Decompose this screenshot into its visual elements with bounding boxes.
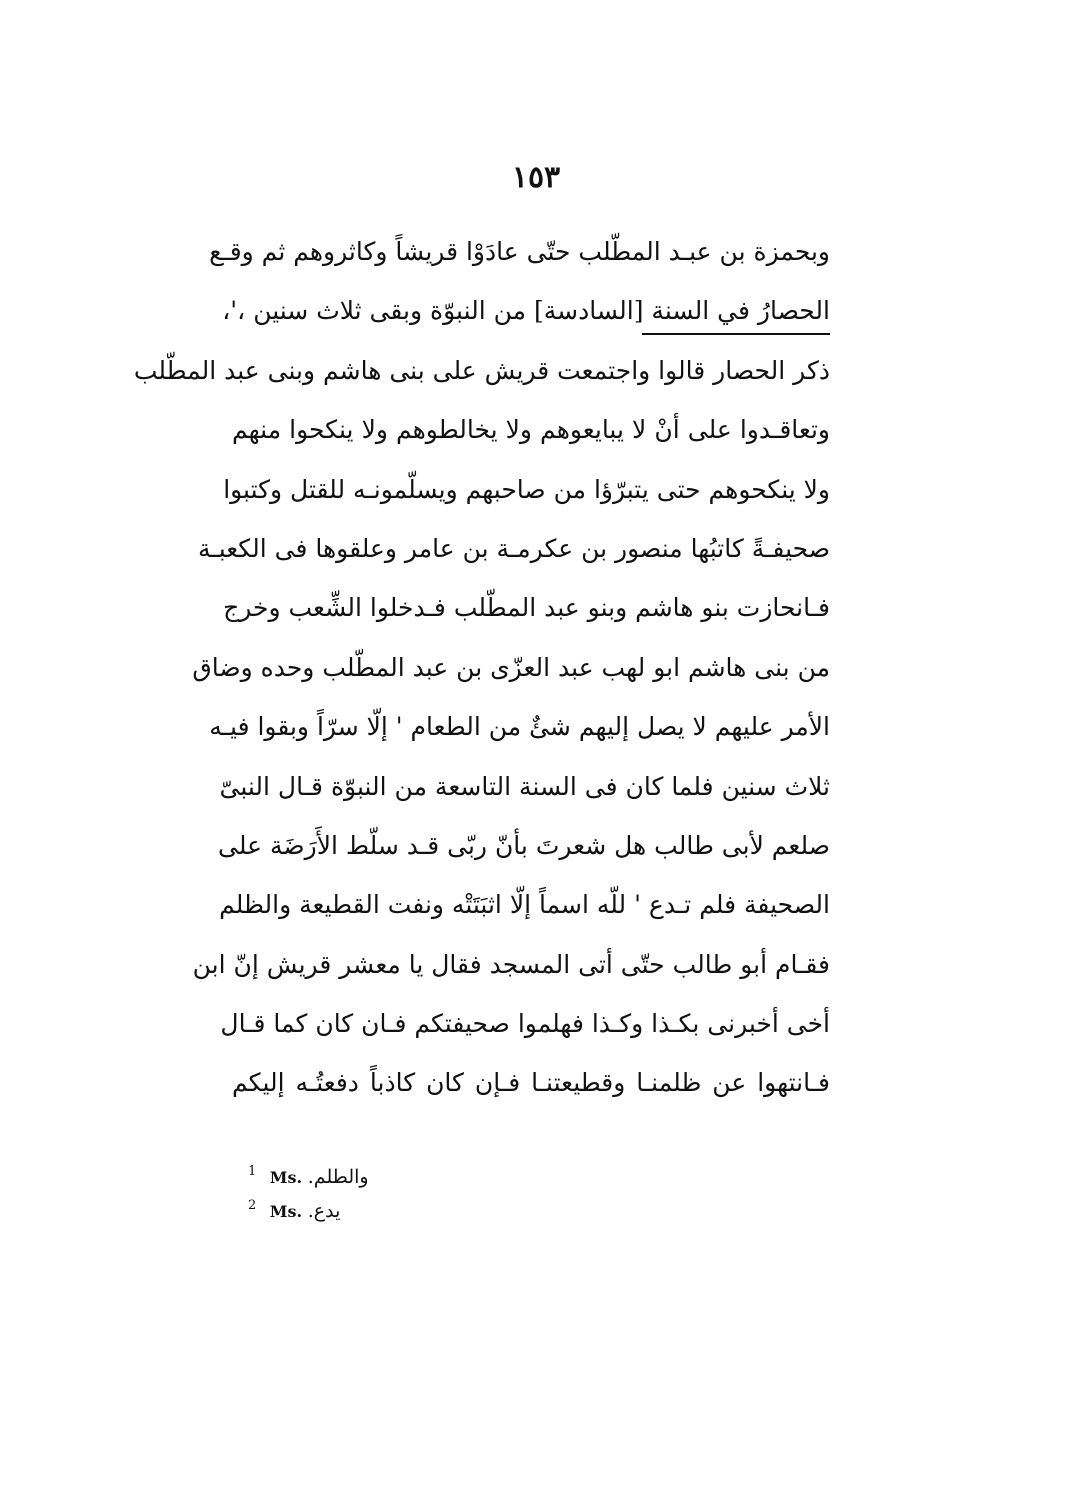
section-end-row <box>222 281 830 340</box>
footnote <box>248 1160 508 1194</box>
page-number: ١٥٣ <box>511 160 561 195</box>
footnote-source: Ms. <box>269 1168 303 1187</box>
section-divider <box>642 333 830 335</box>
text-line: وتعاقـدوا على أنْ لا يبايعوهم ولا يخالطوهم ولا ينكحوا منهم <box>232 415 830 445</box>
text-line: الأمر عليهم لا يصل إليهم شئٌ من الطعام ' إلّا سرّاً وبقوا فيـه <box>209 712 830 742</box>
text-line: صحيفـةً كاتبُها منصور بن عكرمـة بن عامر وعلقوها فى الكعبـة <box>197 533 830 563</box>
text-line: الصحيفة فلم تـدع ' للّه اسماً إلّا اثبَتَتْه ونفت القطيعة والظلم <box>219 890 830 920</box>
text-line: ذكر الحصار قالوا واجتمعت قريش على بنى هاشم وبنى عبد المطّلب <box>133 355 830 385</box>
text-line: أخى أخبرنى بكـذا وكـذا فهلموا صحيفتكم فـان كان كما قـال <box>220 1009 830 1039</box>
text-line: من بنى هاشم ابو لهب عبد العزّى بن عبد المطّلب وحده وضاق <box>192 652 830 682</box>
footnote-reading: والطلم. <box>307 1166 369 1188</box>
text-line: فـانتهوا عن ظلمنـا وقطيعتنـا فـإن كان كاذباً دفعتُـه إليكم <box>232 1068 830 1098</box>
body-text <box>133 222 830 1113</box>
footnotes <box>248 1160 508 1228</box>
footnote-number: 2 <box>248 1198 257 1213</box>
footnote <box>248 1194 508 1228</box>
text-line: ولا ينكحوهم حتى يتبرّؤا من صاحبهم ويسلّمونـه للقتل وكتبوا <box>223 474 830 504</box>
text-line: الحصارُ في السنة [السادسة] من النبوّة وبقى ثلاث سنين ،'، <box>222 296 830 326</box>
footnote-number: 1 <box>248 1164 257 1179</box>
text-line: فـانحازت بنو هاشم وبنو عبد المطّلب فـدخلوا الشِّعب وخرج <box>223 593 830 623</box>
text-line: صلعم لأبى طالب هل شعرتَ بأنّ ربّى قـد سلّط الأَرَضَة على <box>218 830 830 860</box>
footnote-source: Ms. <box>269 1202 303 1221</box>
text-line: وبحمزة بن عبـد المطّلب حتّى عادَوْا قريشاً وكاثروهم ثم وقـع <box>209 237 830 266</box>
footnote-reading: يدع. <box>307 1200 341 1222</box>
text-line: ثلاث سنين فلما كان فى السنة التاسعة من النبوّة قـال النبىّ <box>219 771 830 801</box>
text-line: فقـام أبو طالب حتّى أتى المسجد فقال يا معشر قريش إنّ ابن <box>192 949 830 979</box>
